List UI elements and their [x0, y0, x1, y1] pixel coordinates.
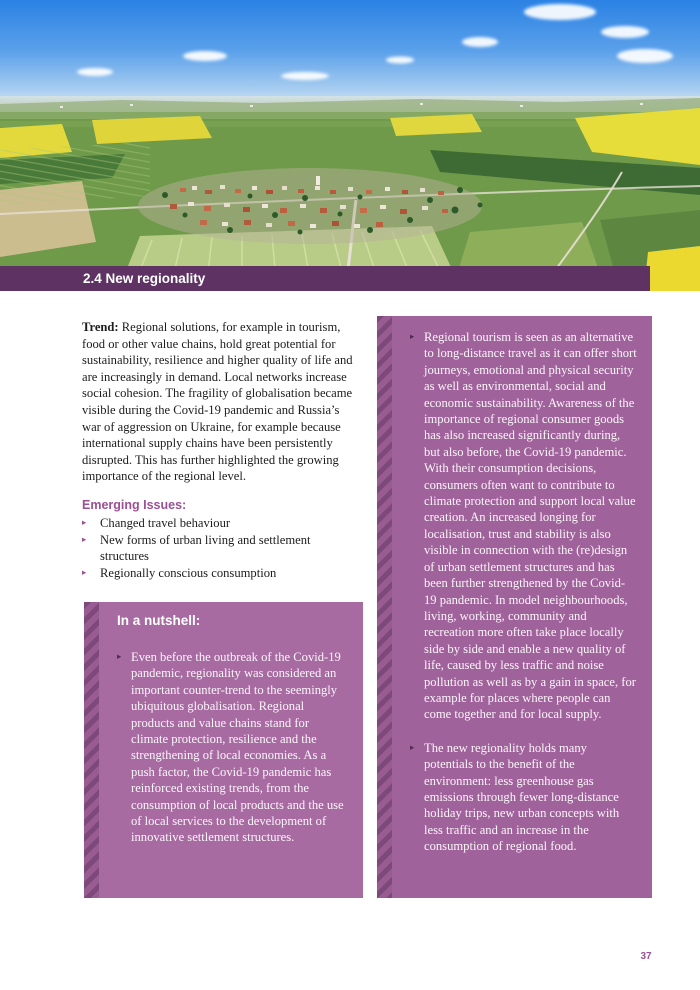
bullet-arrow-icon: ▸	[117, 652, 122, 662]
section-title: 2.4 New regionality	[83, 271, 206, 286]
bullet-arrow-icon: ▸	[410, 332, 415, 342]
list-item-text: Regional tourism is seen as an alternative to long-distance travel as it can offer short journeys, emotional and physical security as well as environmental, social and economic sustainability. Awareness of the importance of regional consumer goods has also increased significantly during, but also before, the Covid-19 pandemic. With their consumption decisions, consumers often want to contribute to climate protection and support local value creation. An increased longing for localisation, trust and stability is also visible in connection with the (re)design of urban settlement structures and has been further strengthened by the Covid-19 pandemic. In model neighbourhoods, living, working, community and recreation more often take place locally side by side and enable a new quality of life, caused by less traffic and noise pollution as well as by a gain in space, for example for places where people can come together and for local supply.	[424, 330, 637, 722]
list-item	[82, 532, 359, 565]
highlight-list	[410, 329, 637, 855]
list-item	[82, 515, 359, 532]
bullet-arrow-icon: ▸	[82, 567, 87, 578]
list-item-text: Regionally conscious consumption	[100, 565, 277, 580]
list-item	[410, 329, 637, 723]
aerial-village-photo	[0, 0, 700, 291]
highlight-box	[377, 316, 652, 898]
list-item-text: Changed travel behaviour	[100, 515, 231, 530]
section-banner	[0, 266, 650, 291]
bullet-arrow-icon: ▸	[82, 517, 87, 528]
village	[138, 168, 483, 244]
sky	[0, 0, 700, 112]
list-item	[117, 649, 348, 846]
nutshell-heading: In a nutshell:	[117, 613, 201, 628]
stripe-decoration	[84, 602, 99, 898]
list-item	[410, 740, 637, 855]
emerging-issues-heading: Emerging Issues:	[82, 497, 187, 512]
nutshell-box	[84, 602, 363, 898]
nutshell-list	[117, 649, 348, 846]
emerging-issues-list	[82, 515, 359, 581]
trend-label: Trend:	[82, 320, 119, 334]
trend-text: Regional solutions, for example in tourism, food or other value chains, hold great potential for sustainability, resilience and higher quality of life and are increasingly in demand. Local networks increase social cohesion. The fragility of globalisation became visible during the Covid-19 pandemic and Russia’s war of aggression on Ukraine, for example because international supply chains have been persistently disrupted. This has further highlighted the growing importance of the regional level.	[82, 320, 353, 484]
page-number: 37	[640, 951, 652, 962]
list-item-text: The new regionality holds many potentials to the benefit of the environment: less greenhouse gas emissions through fewer long-distance holiday trips, new urban concepts with less traffic and an increase in the consumption of regional food.	[424, 740, 620, 854]
bullet-arrow-icon: ▸	[82, 534, 87, 545]
list-item-text: New forms of urban living and settlement structures	[100, 532, 311, 564]
left-column	[82, 319, 359, 581]
stripe-decoration	[377, 316, 392, 898]
landscape-illustration	[0, 0, 700, 291]
list-item	[82, 565, 359, 582]
bullet-arrow-icon: ▸	[410, 742, 415, 753]
trend-paragraph	[82, 319, 359, 485]
list-item-text: Even before the outbreak of the Covid-19 pandemic, regionality was considered an important counter-trend to the seemingly ubiquitous globalisation. Regional products and value chains stand for climate protection, resilience and the strengthening of local economies. As a push factor, the Covid-19 pandemic has reinforced existing trends, from the consumption of local products and the use of local services to the development of innovative settlement structures.	[131, 650, 344, 845]
